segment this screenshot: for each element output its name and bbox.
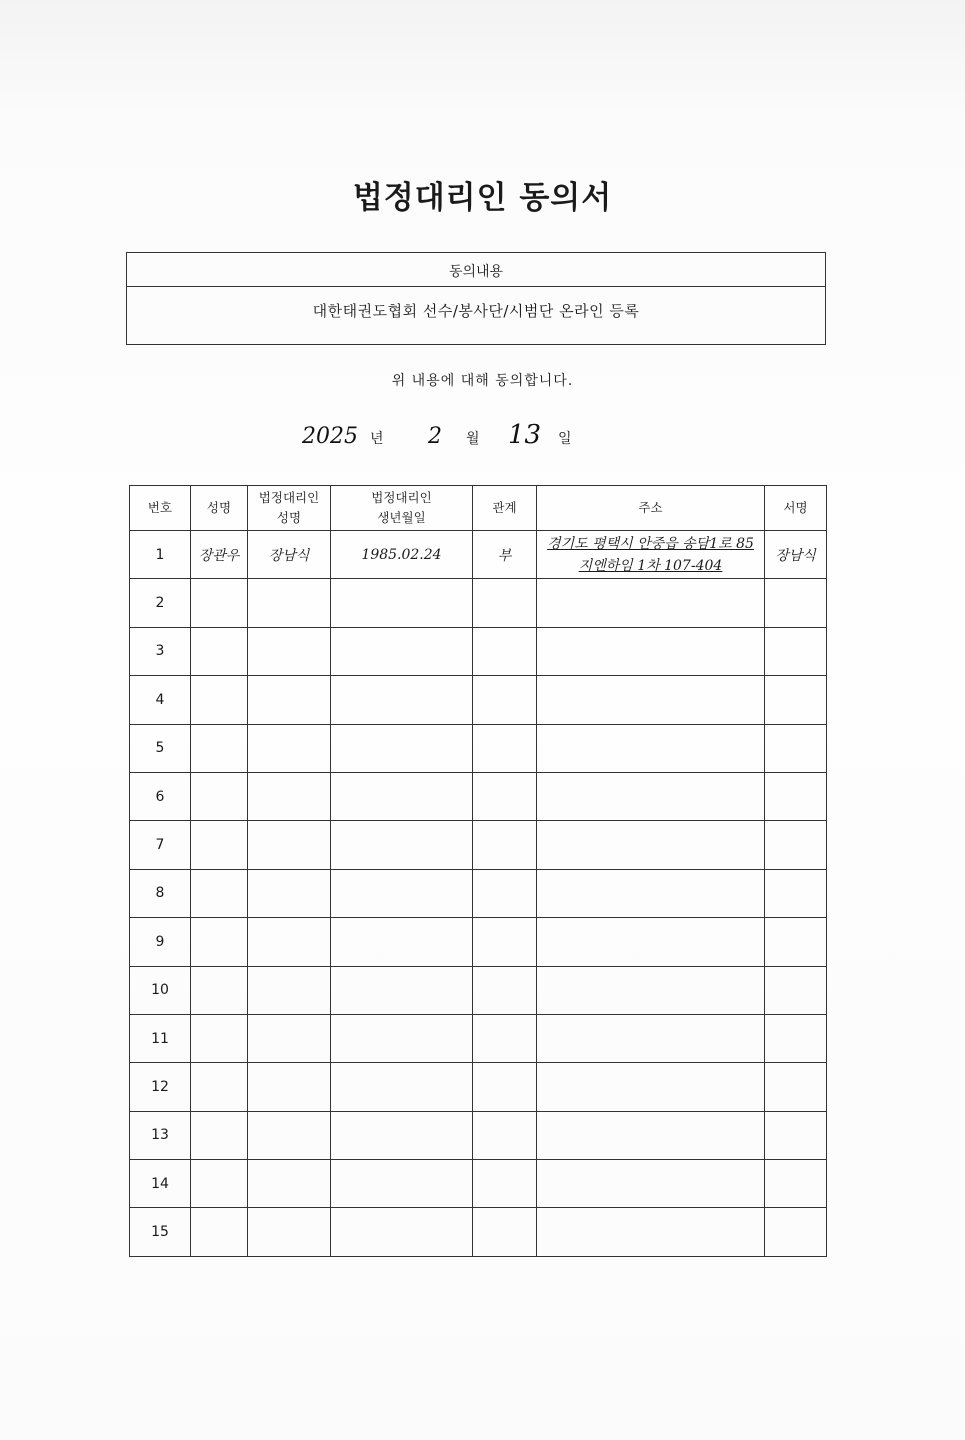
- signature: [765, 821, 827, 869]
- participant-name: [191, 676, 248, 724]
- table-row: [130, 966, 827, 1014]
- participant-name: [191, 869, 248, 917]
- date-month-unit: 월: [466, 431, 480, 447]
- participant-name: [191, 772, 248, 820]
- representative-birthdate: [331, 579, 473, 627]
- address: [537, 821, 765, 869]
- header-no: 번호: [130, 486, 191, 531]
- signature: [765, 772, 827, 820]
- table-row: [130, 918, 827, 966]
- representative-birthdate: [331, 1208, 473, 1256]
- relation: [473, 869, 537, 917]
- relation: [473, 1208, 537, 1256]
- representative-birthdate: [331, 869, 473, 917]
- relation: 부: [473, 531, 537, 579]
- date-year-unit: 년: [370, 431, 384, 447]
- representative-name: [248, 1014, 331, 1062]
- participant-name: [191, 627, 248, 675]
- signature: [765, 1063, 827, 1111]
- relation: [473, 1111, 537, 1159]
- representative-name: [248, 724, 331, 772]
- agree-statement: 위 내용에 대해 동의합니다.: [391, 373, 574, 389]
- representative-name: [248, 1208, 331, 1256]
- participant-name: [191, 1063, 248, 1111]
- representative-name: [248, 772, 331, 820]
- representative-name: [248, 918, 331, 966]
- header-rep-birth-line1: 법정대리인: [371, 490, 432, 505]
- signature: [765, 579, 827, 627]
- signature: [765, 676, 827, 724]
- signature: [765, 1111, 827, 1159]
- participant-name: [191, 918, 248, 966]
- address: [537, 724, 765, 772]
- representative-name: [248, 1111, 331, 1159]
- address: [537, 869, 765, 917]
- consent-box: [126, 252, 826, 345]
- representative-birthdate: [331, 1160, 473, 1208]
- address: [537, 676, 765, 724]
- date-month: 2: [428, 424, 442, 449]
- header-name: 성명: [191, 486, 248, 531]
- address: [537, 1014, 765, 1062]
- header-signature: 서명: [765, 486, 827, 531]
- header-rep-birth: [331, 486, 473, 531]
- row-number: 7: [130, 821, 191, 869]
- representative-birthdate: [331, 772, 473, 820]
- representative-birthdate: [331, 627, 473, 675]
- signature: [765, 966, 827, 1014]
- address: [537, 579, 765, 627]
- address: [537, 1111, 765, 1159]
- representative-table: [129, 485, 827, 1257]
- representative-birthdate: [331, 1111, 473, 1159]
- address: [537, 1160, 765, 1208]
- address: [537, 918, 765, 966]
- relation: [473, 1014, 537, 1062]
- date-year: 2025: [302, 424, 358, 449]
- row-number: 3: [130, 627, 191, 675]
- representative-birthdate: [331, 1014, 473, 1062]
- table-row: [130, 627, 827, 675]
- relation: [473, 772, 537, 820]
- relation: [473, 918, 537, 966]
- representative-name: [248, 1160, 331, 1208]
- row-number: 9: [130, 918, 191, 966]
- relation: [473, 1160, 537, 1208]
- table-row: [130, 579, 827, 627]
- table-row: [130, 1111, 827, 1159]
- table-row: [130, 772, 827, 820]
- relation: [473, 966, 537, 1014]
- header-address: 주소: [537, 486, 765, 531]
- address: [537, 627, 765, 675]
- representative-name: [248, 869, 331, 917]
- representative-birthdate: [331, 918, 473, 966]
- address: [537, 966, 765, 1014]
- header-relation: 관계: [473, 486, 537, 531]
- relation: [473, 724, 537, 772]
- row-number: 4: [130, 676, 191, 724]
- table-row: [130, 1160, 827, 1208]
- table-row: [130, 869, 827, 917]
- row-number: 11: [130, 1014, 191, 1062]
- table-row: [130, 1063, 827, 1111]
- relation: [473, 676, 537, 724]
- representative-name: [248, 627, 331, 675]
- representative-birthdate: [331, 676, 473, 724]
- representative-birthdate: [331, 821, 473, 869]
- header-rep-name-line1: 법정대리인: [258, 490, 320, 505]
- table-row: [130, 1208, 827, 1256]
- address: [537, 1208, 765, 1256]
- representative-birthdate: [331, 724, 473, 772]
- row-number: 1: [130, 531, 191, 579]
- representative-birthdate: 1985.02.24: [331, 531, 473, 579]
- address-line2: 지엔하임 1차 107-404: [578, 557, 723, 574]
- header-rep-birth-line2: 생년월일: [377, 510, 426, 525]
- signature: [765, 918, 827, 966]
- table-row: [130, 1014, 827, 1062]
- participant-name: [191, 1111, 248, 1159]
- representative-birthdate: [331, 1063, 473, 1111]
- relation: [473, 821, 537, 869]
- representative-name: 장남식: [248, 531, 331, 579]
- row-number: 12: [130, 1063, 191, 1111]
- participant-name: [191, 579, 248, 627]
- header-rep-name-line2: 성명: [276, 510, 302, 525]
- table-header-row: [130, 486, 827, 531]
- representative-name: [248, 966, 331, 1014]
- row-number: 6: [130, 772, 191, 820]
- date-day-unit: 일: [558, 431, 572, 447]
- table-row: [130, 531, 827, 579]
- signature: [765, 627, 827, 675]
- participant-name: [191, 966, 248, 1014]
- participant-name: 장관우: [191, 531, 248, 579]
- table-row: [130, 821, 827, 869]
- row-number: 14: [130, 1160, 191, 1208]
- date-line: [300, 420, 600, 460]
- relation: [473, 627, 537, 675]
- participant-name: [191, 1208, 248, 1256]
- consent-header: 동의내용: [127, 253, 825, 287]
- table-row: [130, 724, 827, 772]
- date-day: 13: [508, 420, 542, 450]
- representative-name: [248, 821, 331, 869]
- header-rep-name: [248, 486, 331, 531]
- consent-body: 대한태권도협회 선수/봉사단/시범단 온라인 등록: [312, 302, 640, 320]
- row-number: 2: [130, 579, 191, 627]
- relation: [473, 579, 537, 627]
- signature: 장남식: [765, 531, 827, 579]
- participant-name: [191, 724, 248, 772]
- participant-name: [191, 1160, 248, 1208]
- row-number: 5: [130, 724, 191, 772]
- address: [537, 1063, 765, 1111]
- address: [537, 531, 765, 579]
- row-number: 8: [130, 869, 191, 917]
- relation: [473, 1063, 537, 1111]
- representative-name: [248, 579, 331, 627]
- participant-name: [191, 1014, 248, 1062]
- representative-name: [248, 676, 331, 724]
- row-number: 13: [130, 1111, 191, 1159]
- signature: [765, 1014, 827, 1062]
- signature: [765, 724, 827, 772]
- signature: [765, 1160, 827, 1208]
- representative-birthdate: [331, 966, 473, 1014]
- table-row: [130, 676, 827, 724]
- document-title: 법정대리인 동의서: [352, 180, 613, 216]
- participant-name: [191, 821, 248, 869]
- row-number: 10: [130, 966, 191, 1014]
- signature: [765, 869, 827, 917]
- address: [537, 772, 765, 820]
- signature: [765, 1208, 827, 1256]
- address-line1: 경기도 평택시 안중읍 송담1로 85: [547, 535, 754, 552]
- representative-name: [248, 1063, 331, 1111]
- row-number: 15: [130, 1208, 191, 1256]
